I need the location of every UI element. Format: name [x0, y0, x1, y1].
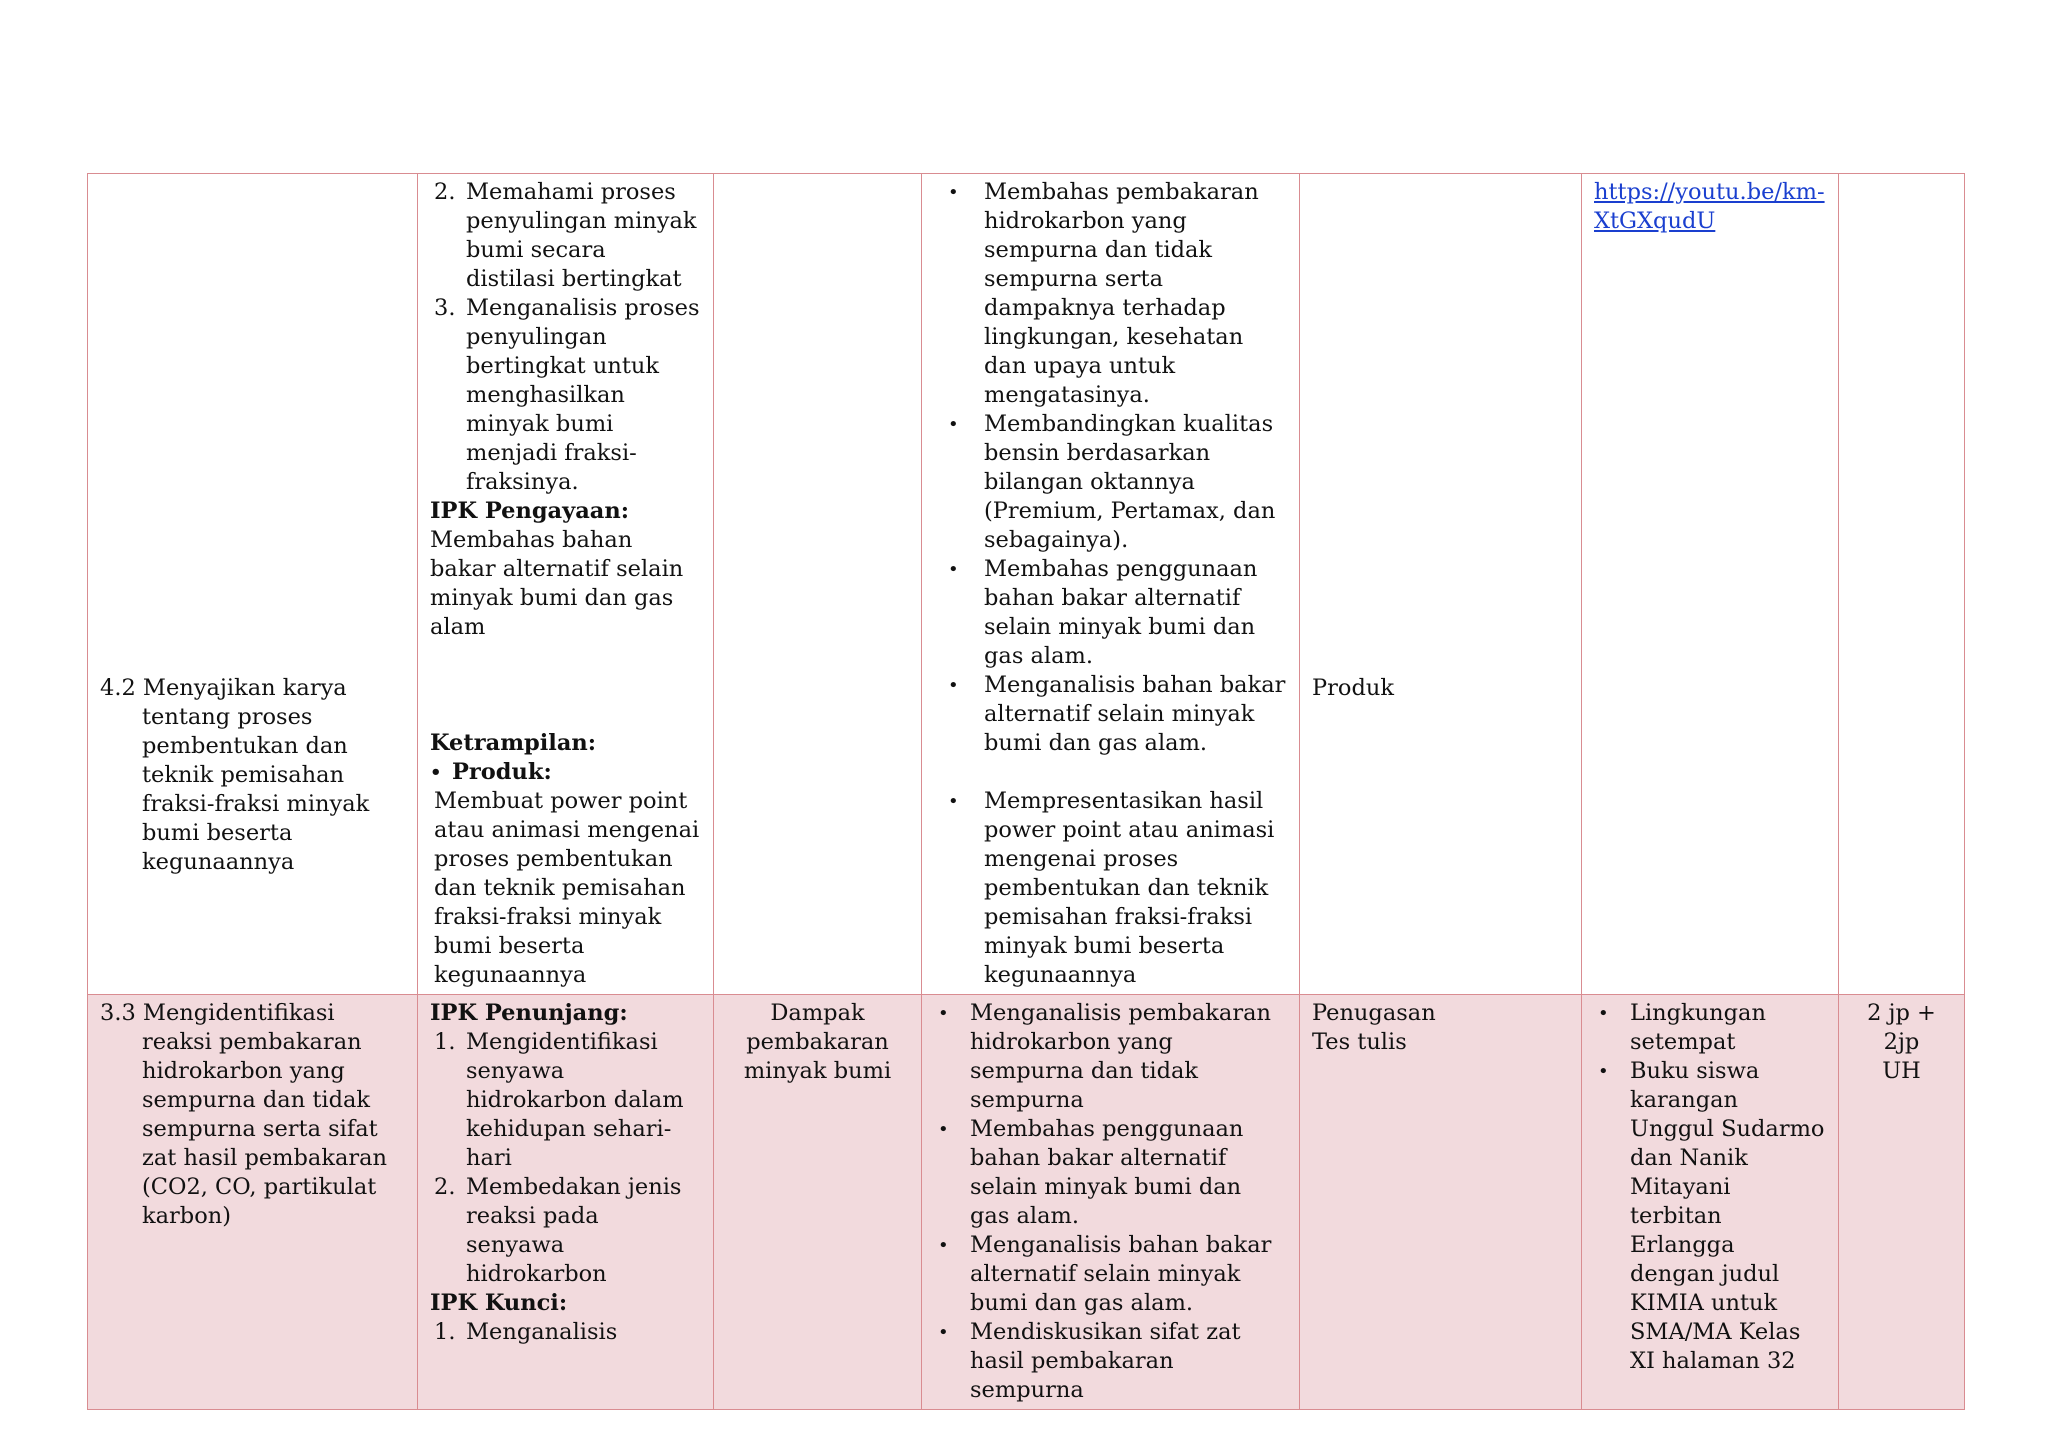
- list-item: • Membahas pembakaran hidrokarbon yang sempurna dan tidak sempurna serta dampaknya terhadap lingkungan, kesehatan dan upaya untuk mengatasinya.: [934, 178, 1287, 410]
- list-item: • Lingkungan setempat: [1594, 999, 1826, 1057]
- waktu-cell: [1839, 174, 1965, 995]
- materi-cell: [714, 174, 922, 995]
- bullet-icon: •: [938, 1119, 949, 1140]
- ketrampilan-heading: Ketrampilan:: [430, 730, 597, 756]
- penilaian-cell: [1300, 995, 1582, 1410]
- waktu-text-1: 2 jp + 2jp: [1867, 1000, 1936, 1055]
- list-item: • Mempresentasikan hasil power point atau animasi mengenai proses pembentukan dan teknik pemisahan fraksi-fraksi minyak bumi beserta kegunaannya: [934, 787, 1287, 990]
- list-item: • Buku siswa karangan Unggul Sudarmo dan Nanik Mitayani terbitan Erlangga dengan judul KIMIA untuk SMA/MA Kelas XI halaman 32: [1594, 1057, 1826, 1376]
- ipk-kunci-heading: IPK Kunci:: [430, 1290, 568, 1316]
- ipk-penunjang-heading: IPK Penunjang:: [430, 1000, 628, 1026]
- ipk-cell: [418, 995, 714, 1410]
- youtube-link[interactable]: https://youtu.be/km-XtGXqudU: [1594, 179, 1825, 234]
- penilaian-text: Produk: [1312, 675, 1394, 701]
- kegiatan-cell: [922, 174, 1300, 995]
- list-item: • Mendiskusikan sifat zat hasil pembakaran sempurna: [934, 1318, 1287, 1405]
- bullet-icon: •: [430, 762, 442, 783]
- bullet-icon: •: [948, 182, 959, 203]
- list-item: 1. Menganalisis: [434, 1319, 618, 1345]
- materi-text: Dampak pembakaran minyak bumi: [743, 1000, 892, 1084]
- table-row: [88, 174, 1965, 995]
- lesson-plan-table: [87, 173, 1965, 1410]
- kegiatan-ketrampilan-list: [934, 787, 1287, 990]
- bullet-icon: •: [948, 791, 959, 812]
- ipk-list: [430, 178, 701, 497]
- bullet-icon: •: [938, 1003, 949, 1024]
- table-row: [88, 995, 1965, 1410]
- list-item: 2. Membedakan jenis reaksi pada senyawa hidrokarbon: [434, 1174, 682, 1287]
- penilaian-text-1: Penugasan: [1312, 1000, 1436, 1026]
- materi-cell: [714, 995, 922, 1410]
- produk-label: Produk:: [452, 759, 552, 785]
- ipk-pengayaan-heading: IPK Pengayaan:: [430, 498, 630, 524]
- ipk-penunjang-list: [430, 1028, 701, 1289]
- kd-cell: [88, 174, 418, 995]
- bullet-icon: •: [948, 559, 959, 580]
- ipk-pengayaan-text: Membahas bahan bakar alternatif selain minyak bumi dan gas alam: [430, 527, 684, 640]
- list-item: 1. Mengidentifikasi senyawa hidrokarbon dalam kehidupan sehari-hari: [434, 1029, 684, 1171]
- waktu-cell: [1839, 995, 1965, 1410]
- bullet-icon: •: [938, 1322, 949, 1343]
- bullet-icon: •: [938, 1235, 949, 1256]
- list-item: • Membandingkan kualitas bensin berdasarkan bilangan oktannya (Premium, Pertamax, dan sebagainya).: [934, 410, 1287, 555]
- sumber-cell: [1582, 174, 1839, 995]
- sumber-cell: [1582, 995, 1839, 1410]
- ipk-kunci-list: [430, 1318, 701, 1347]
- waktu-text-2: UH: [1882, 1058, 1921, 1084]
- list-item: 3. Menganalisis proses penyulingan bertingkat untuk menghasilkan minyak bumi menjadi fraksi-fraksinya.: [434, 295, 700, 495]
- kd-text: 3.3 Mengidentifikasi reaksi pembakaran hidrokarbon yang sempurna dan tidak sempurna serta sifat zat hasil pembakaran (CO2, CO, partikulat karbon): [100, 1000, 388, 1229]
- list-item: • Menganalisis bahan bakar alternatif selain minyak bumi dan gas alam.: [934, 1231, 1287, 1318]
- ipk-cell: [418, 174, 714, 995]
- kegiatan-list: [934, 999, 1287, 1405]
- bullet-icon: •: [1598, 1061, 1609, 1082]
- bullet-icon: •: [948, 675, 959, 696]
- sumber-list: [1594, 999, 1826, 1376]
- penilaian-cell: [1300, 174, 1582, 995]
- bullet-icon: •: [948, 414, 959, 435]
- list-item: • Menganalisis pembakaran hidrokarbon yang sempurna dan tidak sempurna: [934, 999, 1287, 1115]
- list-item: • Membahas penggunaan bahan bakar alternatif selain minyak bumi dan gas alam.: [934, 555, 1287, 671]
- list-item: • Menganalisis bahan bakar alternatif selain minyak bumi dan gas alam.: [934, 671, 1287, 758]
- kd-ketrampilan-text: 4.2 Menyajikan karya tentang proses pembentukan dan teknik pemisahan fraksi-fraksi minyak bumi beserta kegunaannya: [100, 675, 370, 875]
- list-item: 2. Memahami proses penyulingan minyak bumi secara distilasi bertingkat: [434, 179, 697, 292]
- produk-label-row: [430, 758, 701, 787]
- kegiatan-cell: [922, 995, 1300, 1410]
- bullet-icon: •: [1598, 1003, 1609, 1024]
- produk-text: Membuat power point atau animasi mengenai proses pembentukan dan teknik pemisahan fraksi-fraksi minyak bumi beserta kegunaannya: [434, 788, 700, 988]
- kd-cell: [88, 995, 418, 1410]
- list-item: • Membahas penggunaan bahan bakar alternatif selain minyak bumi dan gas alam.: [934, 1115, 1287, 1231]
- kegiatan-list: [934, 178, 1287, 758]
- penilaian-text-2: Tes tulis: [1312, 1029, 1407, 1055]
